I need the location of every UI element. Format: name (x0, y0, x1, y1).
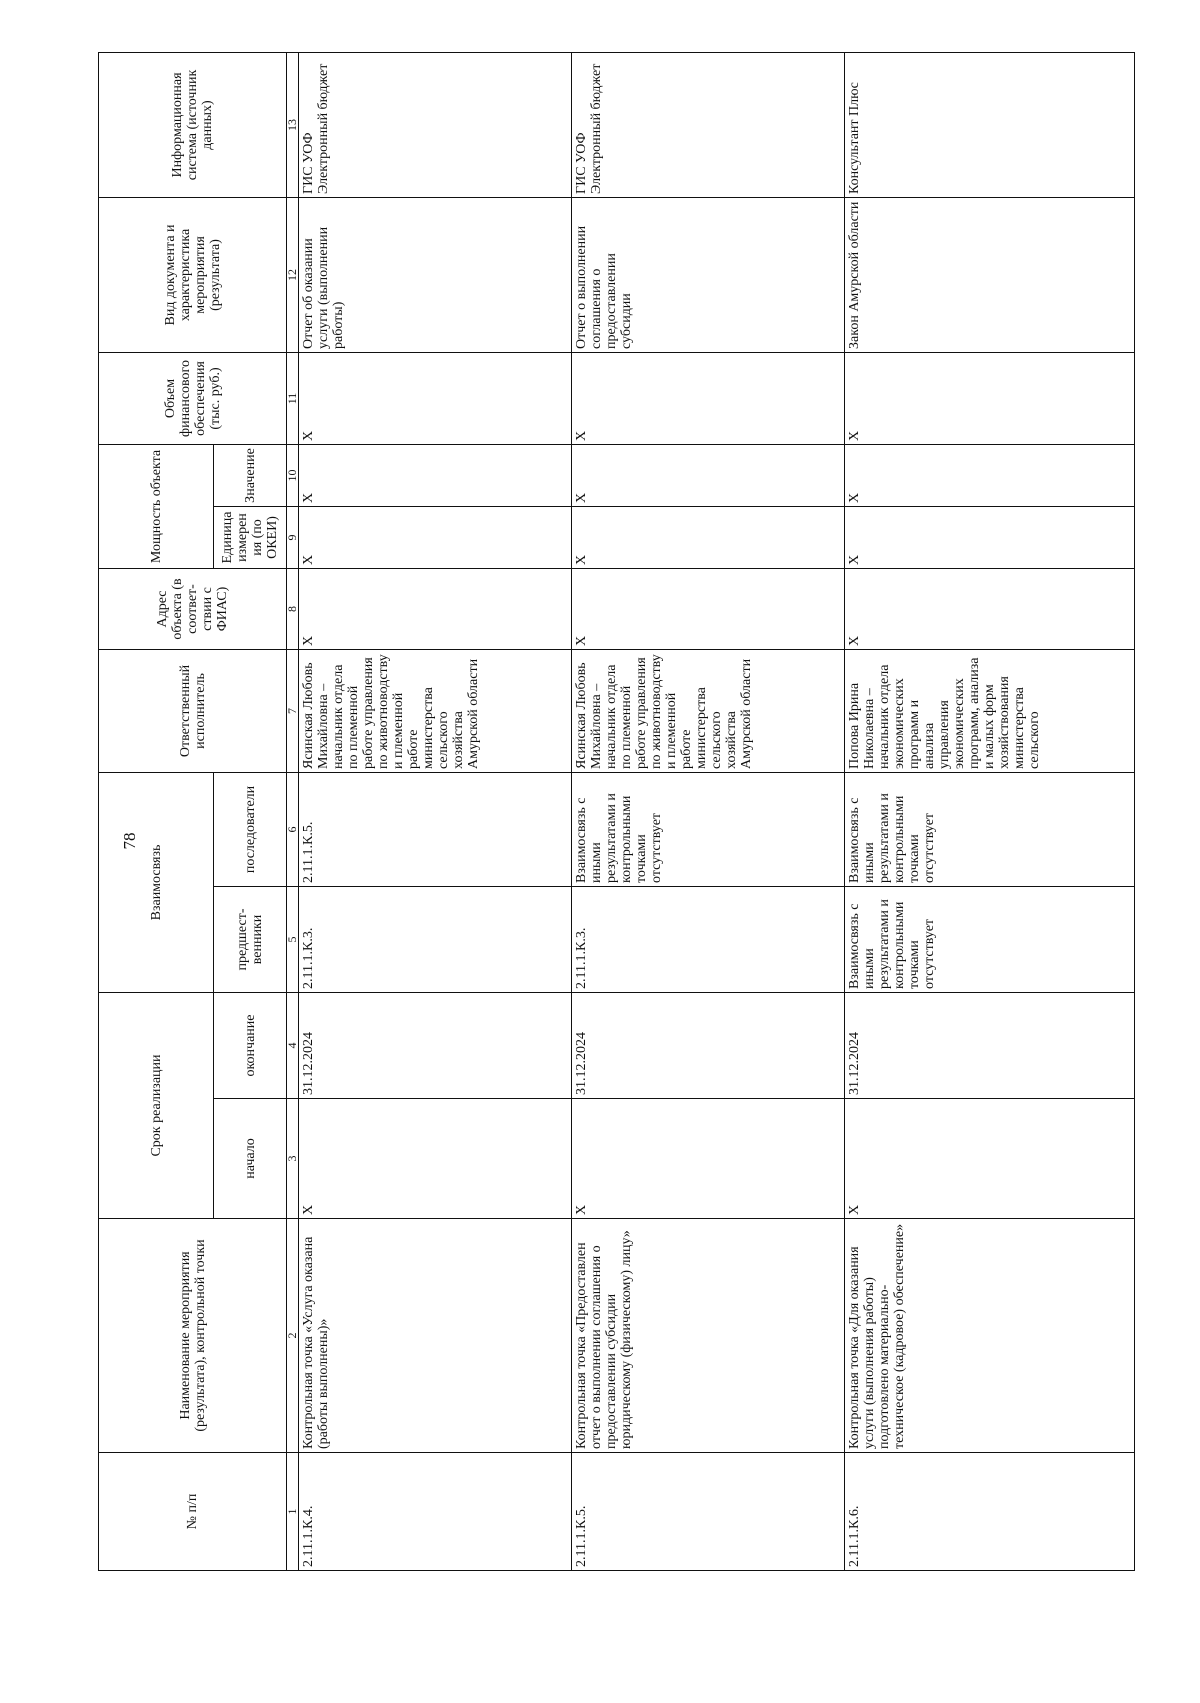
row-system: ГИС УОФ Электронный бюджет (299, 52, 572, 197)
row-address: Х (299, 569, 572, 650)
column-numbers-row (287, 52, 299, 1570)
row-unit: Х (299, 507, 572, 569)
row-finance: Х (299, 352, 572, 444)
row-responsible: Ясинская Любовь Михайловна – начальник отдела по племенной работе управления по животноводству и племенной работе министерства сельского хозяйства Амурской области (299, 650, 572, 773)
row-unit: Х (845, 507, 1135, 569)
page-number: 78 (120, 832, 139, 850)
column-number: 12 (287, 197, 299, 352)
column-number: 4 (287, 993, 299, 1099)
header-term-start: начало (214, 1099, 287, 1219)
column-number: 11 (287, 352, 299, 444)
row-finance: Х (572, 352, 845, 444)
row-num: 2.11.1.К.4. (299, 1453, 572, 1571)
rotated-page-content (98, 53, 1102, 1571)
column-number: 5 (287, 887, 299, 993)
activities-table (98, 52, 1135, 1571)
row-successors: Взаимосвязь с иными результатами и контрольными точками отсутствует (572, 773, 845, 887)
column-number: 7 (287, 650, 299, 773)
header-address: Адрес объекта (в соответ-ствии с ФИАС) (99, 569, 287, 650)
header-value: Значение (214, 444, 287, 506)
row-start: Х (845, 1099, 1135, 1219)
header-row-1 (99, 52, 214, 1570)
header-num: № п/п (99, 1453, 287, 1571)
row-value: Х (845, 444, 1135, 506)
row-predecessors: 2.11.1.К.3. (572, 887, 845, 993)
header-term-end: окончание (214, 993, 287, 1099)
header-predecessors: предшест-венники (214, 887, 287, 993)
column-number: 9 (287, 507, 299, 569)
header-system: Информационная система (источник данных) (99, 52, 287, 197)
row-address: Х (845, 569, 1135, 650)
row-responsible: Попова Ирина Николаевна – начальник отдела экономических программ и анализа управления экономических программ, анализа и малых форм хозяйствования министерства сельского (845, 650, 1135, 773)
row-doc: Закон Амурской области (845, 197, 1135, 352)
row-successors: 2.11.1.К.5. (299, 773, 572, 887)
row-end: 31.12.2024 (299, 993, 572, 1099)
row-name: Контрольная точка «Предоставлен отчет о выполнении соглашения о предоставлении субсидии юридическому (физическому) лицу» (572, 1219, 845, 1453)
column-number: 1 (287, 1453, 299, 1571)
header-finance: Объем финансового обеспечения (тыс. руб.) (99, 352, 287, 444)
row-doc: Отчет о выполнении соглашения о предоставлении субсидии (572, 197, 845, 352)
header-responsible: Ответственный исполнитель (99, 650, 287, 773)
row-address: Х (572, 569, 845, 650)
row-start: Х (299, 1099, 572, 1219)
row-system: Консультант Плюс (845, 52, 1135, 197)
row-doc: Отчет об оказании услуги (выполнении работы) (299, 197, 572, 352)
row-name: Контрольная точка «Услуга оказана (работы выполнены)» (299, 1219, 572, 1453)
header-relation: Взаимосвязь (99, 773, 214, 993)
column-number: 8 (287, 569, 299, 650)
row-end: 31.12.2024 (845, 993, 1135, 1099)
table-row (299, 52, 572, 1570)
header-doc: Вид документа и характеристика мероприятия (результата) (99, 197, 287, 352)
column-number: 13 (287, 52, 299, 197)
table-row (845, 52, 1135, 1570)
row-predecessors: Взаимосвязь с иными результатами и контрольными точками отсутствует (845, 887, 1135, 993)
row-name: Контрольная точка «Для оказания услуги (выполнения работы) подготовлено материально-техническое (кадровое) обеспечение» (845, 1219, 1135, 1453)
row-finance: Х (845, 352, 1135, 444)
row-value: Х (299, 444, 572, 506)
header-capacity: Мощность объекта (99, 444, 214, 568)
row-unit: Х (572, 507, 845, 569)
header-successors: последователи (214, 773, 287, 887)
header-term: Срок реализации (99, 993, 214, 1219)
row-num: 2.11.1.К.6. (845, 1453, 1135, 1571)
row-system: ГИС УОФ Электронный бюджет (572, 52, 845, 197)
row-predecessors: 2.11.1.К.3. (299, 887, 572, 993)
column-number: 2 (287, 1219, 299, 1453)
row-successors: Взаимосвязь с иными результатами и контрольными точками отсутствует (845, 773, 1135, 887)
row-num: 2.11.1.К.5. (572, 1453, 845, 1571)
header-unit: Единица измерения (по ОКЕИ) (214, 507, 287, 569)
row-responsible: Ясинская Любовь Михайловна – начальник отдела по племенной работе управления по животноводству и племенной работе министерства сельского хозяйства Амурской области (572, 650, 845, 773)
row-value: Х (572, 444, 845, 506)
table-row (572, 52, 845, 1570)
row-end: 31.12.2024 (572, 993, 845, 1099)
column-number: 10 (287, 444, 299, 506)
header-name: Наименование мероприятия (результата), контрольной точки (99, 1219, 287, 1453)
row-start: Х (572, 1099, 845, 1219)
column-number: 6 (287, 773, 299, 887)
column-number: 3 (287, 1099, 299, 1219)
